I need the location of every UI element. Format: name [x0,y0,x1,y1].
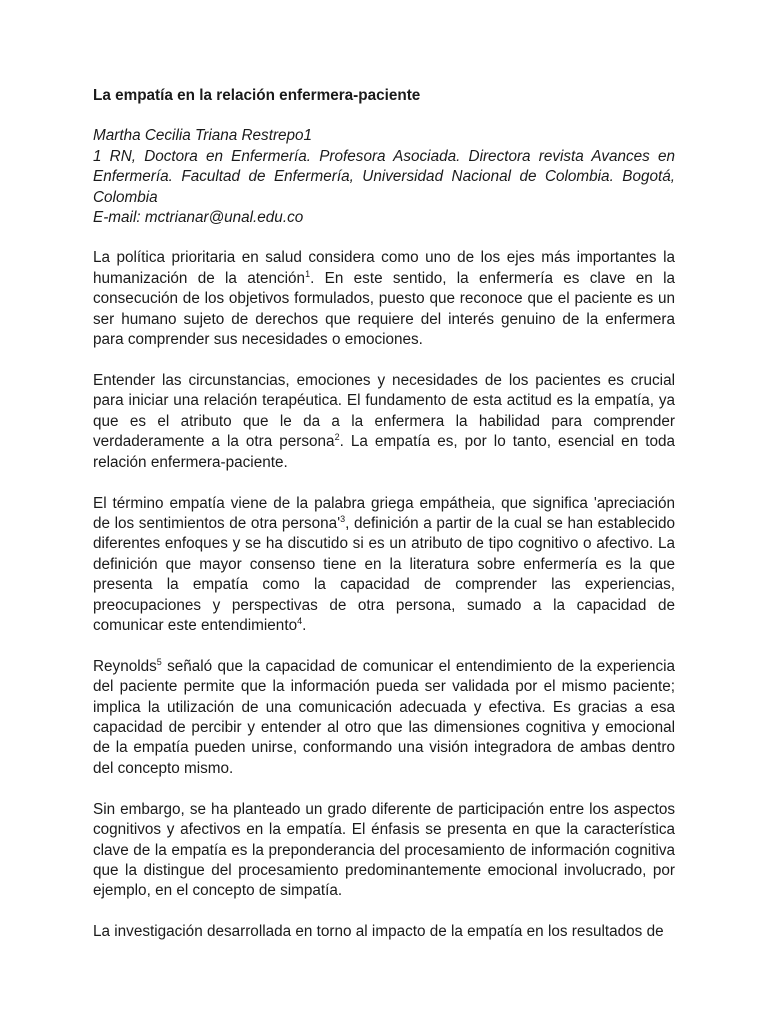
paragraph-5 [93,800,675,902]
footnote-ref-4: 4 [297,615,303,626]
paragraph-5-text-a: Sin embargo, se ha planteado un grado diferente de participación entre los aspectos cognitivos y afectivos en la empatía. El énfasis se presenta en que la característica clave de la empatía es la preponderancia del procesamiento de información cognitiva que la distingue del procesamiento predominantemente emocional involucrado, por ejemplo, en el concepto de simpatía. [93,800,675,900]
paragraph-3-text-c: . [302,616,307,634]
paragraph-2-text-a: Entender las circunstancias, emociones y necesidades de los pacientes es crucial para iniciar una relación terapéutica. El fundamento de esta actitud es la empatía, ya que es el atributo que le da a la enfermera la habilidad para comprender verdaderamente a la otra persona [93,371,675,451]
author-name: Martha Cecilia Triana Restrepo1 [93,127,313,145]
paragraph-1-text-b: . En este sentido, la enfermería es clave en la consecución de los objetivos formulados, puesto que reconoce que el paciente es un ser humano sujeto de derechos que requiere del interés genuino de la enfermera para comprender sus necesidades o emociones. [93,269,675,349]
paragraph-1-text-a: La política prioritaria en salud considera como uno de los ejes más importantes la humanización de la atención [93,249,675,287]
paragraph-3 [93,494,675,637]
document-page [93,86,675,963]
paragraph-4-text-a: Reynolds [93,657,157,675]
footnote-ref-5: 5 [156,656,162,667]
paragraph-3-text-b: , definición a partir de la cual se han establecido diferentes enfoques y se ha discutido si es un atributo de tipo cognitivo o afectivo. La definición que mayor consenso tiene en la literatura sobre enfermería es la que presenta la empatía como la capacidad de comprender las experiencias, preocupaciones y perspectivas de otra persona, sumado a la capacidad de comunicar este entendimiento [93,514,676,634]
footnote-ref-1: 1 [305,268,311,279]
author-block [93,126,675,228]
paragraph-2-text-b: . La empatía es, por lo tanto, esencial en toda relación enfermera-paciente. [93,433,676,471]
paragraph-2 [93,371,675,473]
paragraph-6 [93,922,675,942]
paragraph-6-text-a: La investigación desarrollada en torno al impacto de la empatía en los resultados de [93,923,664,941]
footnote-ref-2: 2 [334,432,340,443]
author-email: E-mail: mctrianar@unal.edu.co [93,209,304,227]
paragraph-4 [93,657,675,779]
paragraph-1 [93,248,675,350]
document-title: La empatía en la relación enfermera-paciente [93,87,421,104]
paragraph-3-text-a: El término empatía viene de la palabra griega empátheia, que significa 'apreciación de los sentimientos de otra persona' [93,494,675,532]
author-affiliation: 1 RN, Doctora en Enfermería. Profesora Asociada. Directora revista Avances en Enfermería. Facultad de Enfermería, Universidad Nacional de Colombia. Bogotá, Colombia [93,147,675,206]
paragraph-4-text-b: señaló que la capacidad de comunicar el entendimiento de la experiencia del paciente permite que la información pueda ser validada por el mismo paciente; implica la utilización de una comunicación adecuada y efectiva. Es gracias a esa capacidad de percibir y entender al otro que las dimensiones cognitiva y emocional de la empatía pueden unirse, conformando una visión integradora de ambas dentro del concepto mismo. [93,657,675,777]
footnote-ref-3: 3 [340,513,346,524]
